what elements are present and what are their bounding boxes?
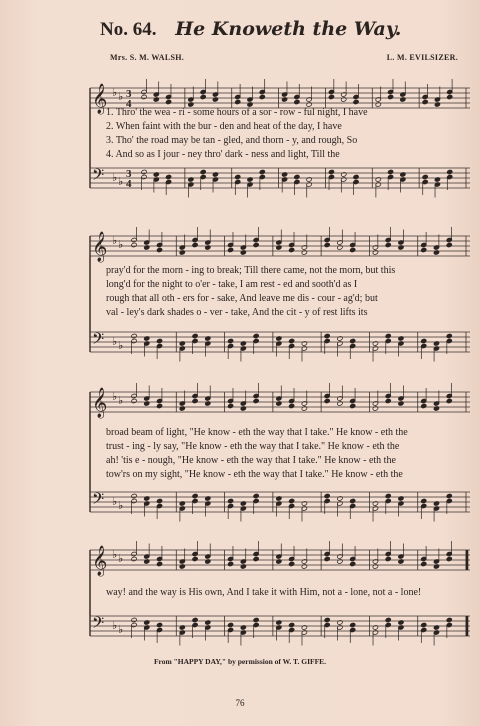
bass-clef-icon: 𝄢 — [92, 166, 105, 188]
lyric-line: broad beam of light, "He know - eth the way that I take." He know - eth the — [106, 427, 408, 438]
lyric-line: long'd for the night to o'er - take, I am rest - ed and sooth'd as I — [106, 279, 358, 290]
note-head — [421, 247, 427, 252]
note-head — [421, 622, 427, 627]
note-head — [385, 556, 391, 561]
note-head — [276, 336, 282, 341]
note-head — [294, 174, 300, 179]
note-head — [276, 559, 282, 564]
note-head — [259, 169, 265, 174]
lyric-line: 1. Thro' the wea - ri - some hours of a sor - row - ful night, I have — [106, 107, 368, 118]
note-head — [247, 177, 253, 182]
note-head — [240, 406, 246, 411]
flat-icon: ♭ — [118, 553, 124, 565]
note-head — [253, 493, 259, 498]
note-head — [324, 493, 330, 498]
note-head — [400, 172, 406, 177]
note-head — [156, 498, 162, 503]
note-head — [433, 406, 439, 411]
time-signature: 3 — [126, 88, 132, 100]
note-head — [227, 622, 233, 627]
note-head — [398, 496, 404, 501]
note-head — [205, 620, 211, 625]
note-head — [341, 97, 347, 102]
note-head — [212, 172, 218, 177]
note-head — [192, 556, 198, 561]
note-head — [240, 564, 246, 569]
note-head — [337, 401, 343, 406]
note-head — [259, 94, 265, 99]
lyric-line: pray'd for the morn - ing to break; Till there came, not the morn, but this — [106, 265, 396, 276]
note-head — [350, 561, 356, 566]
note-head — [253, 333, 259, 338]
note-head — [350, 247, 356, 252]
note-head — [131, 617, 137, 622]
note-head — [398, 245, 404, 250]
note-head — [372, 501, 378, 506]
music-system-3 — [90, 382, 472, 528]
note-head — [131, 493, 137, 498]
note-head — [422, 99, 428, 104]
note-head — [141, 169, 147, 174]
note-head — [446, 556, 452, 561]
music-system-1 — [90, 66, 472, 206]
note-head — [281, 172, 287, 177]
lyrics-block — [106, 586, 468, 600]
note-head — [400, 97, 406, 102]
flat-icon: ♭ — [118, 500, 124, 512]
note-head — [179, 406, 185, 411]
lyric-line: way! and the way is His own, And I take it with Him, not a - lone, not a - lone! — [106, 587, 422, 598]
note-head — [240, 341, 246, 346]
note-head — [144, 559, 150, 564]
note-head — [289, 403, 295, 408]
bass-clef-icon: 𝄢 — [92, 490, 105, 512]
time-signature: 4 — [126, 98, 132, 110]
note-head — [385, 617, 391, 622]
note-head — [227, 498, 233, 503]
note-head — [337, 336, 343, 341]
treble-clef-icon: 𝄞 — [92, 84, 108, 114]
flat-icon: ♭ — [112, 496, 118, 508]
flat-icon: ♭ — [112, 391, 118, 403]
note-head — [301, 406, 307, 411]
note-head — [276, 496, 282, 501]
flat-icon: ♭ — [112, 549, 118, 561]
staff — [90, 383, 470, 419]
note-head — [446, 242, 452, 247]
composer-credit: L. M. EVILSIZER. — [386, 53, 458, 62]
note-head — [188, 177, 194, 182]
treble-clef-icon: 𝄞 — [92, 232, 108, 262]
note-head — [205, 336, 211, 341]
note-head — [179, 250, 185, 255]
treble-clef-icon: 𝄞 — [92, 388, 108, 418]
flat-icon: ♭ — [112, 87, 118, 99]
note-head — [433, 501, 439, 506]
note-head — [200, 94, 206, 99]
note-head — [421, 561, 427, 566]
time-signature: 3 — [126, 168, 132, 180]
note-head — [165, 99, 171, 104]
note-head — [353, 99, 359, 104]
note-head — [301, 341, 307, 346]
time-signature: 4 — [126, 178, 132, 190]
note-head — [294, 99, 300, 104]
lyricist-credit: Mrs. S. M. WALSH. — [110, 53, 185, 62]
note-head — [421, 338, 427, 343]
note-head — [301, 564, 307, 569]
note-head — [433, 564, 439, 569]
note-head — [306, 177, 312, 182]
note-head — [227, 403, 233, 408]
lyric-line: trust - ing - ly say, "He know - eth the way that I take." He know - eth the — [106, 441, 400, 452]
note-head — [253, 556, 259, 561]
note-head — [375, 177, 381, 182]
note-head — [324, 556, 330, 561]
note-head — [446, 398, 452, 403]
note-head — [253, 398, 259, 403]
note-head — [212, 97, 218, 102]
lyrics-block — [106, 106, 468, 162]
flat-icon: ♭ — [112, 172, 118, 184]
note-head — [350, 498, 356, 503]
note-head — [141, 94, 147, 99]
flat-icon: ♭ — [118, 91, 124, 103]
staff — [90, 614, 470, 646]
note-head — [421, 403, 427, 408]
lyric-line: val - ley's dark shades o - ver - take, And the cit - y of rest lifts its — [106, 307, 368, 318]
note-head — [385, 242, 391, 247]
note-head — [398, 401, 404, 406]
note-head — [153, 97, 159, 102]
note-head — [385, 493, 391, 498]
note-head — [131, 242, 137, 247]
note-head — [433, 341, 439, 346]
note-head — [156, 338, 162, 343]
note-head — [447, 169, 453, 174]
note-head — [276, 620, 282, 625]
note-head — [192, 617, 198, 622]
treble-clef-icon: 𝄞 — [92, 546, 108, 576]
note-head — [433, 625, 439, 630]
note-head — [131, 333, 137, 338]
note-head — [372, 406, 378, 411]
music-system-4 — [90, 540, 472, 650]
note-head — [192, 493, 198, 498]
note-head — [192, 398, 198, 403]
note-head — [324, 398, 330, 403]
note-head — [227, 561, 233, 566]
hymn-title — [100, 18, 440, 41]
note-head — [372, 564, 378, 569]
note-head — [281, 97, 287, 102]
note-head — [227, 247, 233, 252]
lyric-line: 2. When faint with the bur - den and heat of the day, I have — [106, 121, 342, 132]
note-head — [144, 245, 150, 250]
flat-icon: ♭ — [118, 395, 124, 407]
note-head — [337, 620, 343, 625]
note-head — [205, 559, 211, 564]
note-head — [179, 564, 185, 569]
note-head — [253, 617, 259, 622]
note-head — [289, 247, 295, 252]
staff — [90, 227, 470, 263]
note-head — [289, 561, 295, 566]
bass-clef-icon: 𝄢 — [92, 614, 105, 636]
note-head — [200, 169, 206, 174]
note-head — [387, 169, 393, 174]
note-head — [447, 94, 453, 99]
note-head — [156, 403, 162, 408]
note-head — [240, 250, 246, 255]
note-head — [205, 496, 211, 501]
lyric-line: rough that all oth - ers for - sake, And leave me dis - cour - ag'd; but — [106, 293, 378, 304]
note-head — [179, 625, 185, 630]
lyrics-block — [106, 264, 468, 320]
note-head — [398, 336, 404, 341]
note-head — [144, 620, 150, 625]
note-head — [179, 501, 185, 506]
note-head — [165, 174, 171, 179]
note-head — [235, 174, 241, 179]
note-head — [240, 625, 246, 630]
note-head — [144, 401, 150, 406]
note-head — [446, 617, 452, 622]
note-head — [289, 338, 295, 343]
flat-icon: ♭ — [118, 624, 124, 636]
note-head — [372, 625, 378, 630]
note-head — [240, 501, 246, 506]
flat-icon: ♭ — [118, 239, 124, 251]
note-head — [353, 174, 359, 179]
note-head — [227, 338, 233, 343]
note-head — [433, 250, 439, 255]
note-head — [192, 242, 198, 247]
lyric-line: 4. And so as I jour - ney thro' dark - ness and light, Till the — [106, 149, 340, 160]
note-head — [144, 336, 150, 341]
note-head — [372, 250, 378, 255]
note-head — [301, 501, 307, 506]
note-head — [131, 398, 137, 403]
note-head — [144, 496, 150, 501]
note-head — [434, 177, 440, 182]
note-head — [350, 403, 356, 408]
staff — [90, 330, 470, 362]
note-head — [289, 622, 295, 627]
note-head — [385, 333, 391, 338]
note-head — [192, 333, 198, 338]
note-head — [324, 617, 330, 622]
note-head — [350, 338, 356, 343]
note-head — [446, 493, 452, 498]
note-head — [328, 169, 334, 174]
note-head — [156, 561, 162, 566]
lyric-line: tow'rs on my sight, "He know - eth the way that I take." He know - eth the — [106, 469, 403, 480]
note-head — [422, 174, 428, 179]
note-head — [301, 625, 307, 630]
note-head — [289, 498, 295, 503]
flat-icon: ♭ — [118, 176, 124, 188]
staff — [90, 166, 470, 198]
note-head — [324, 242, 330, 247]
note-head — [276, 401, 282, 406]
note-head — [205, 245, 211, 250]
staff — [90, 490, 470, 522]
note-head — [337, 559, 343, 564]
note-head — [276, 245, 282, 250]
note-head — [446, 333, 452, 338]
note-head — [156, 622, 162, 627]
note-head — [350, 622, 356, 627]
flat-icon: ♭ — [112, 620, 118, 632]
note-head — [235, 99, 241, 104]
lyric-line: ah! 'tis e - nough, "He know - eth the way that I take." He know - eth the — [106, 455, 396, 466]
note-head — [385, 398, 391, 403]
lyric-line: 3. Tho' the road may be tan - gled, and thorn - y, and rough, So — [106, 135, 358, 146]
bass-clef-icon: 𝄢 — [92, 330, 105, 352]
note-head — [337, 496, 343, 501]
page-number: 76 — [235, 698, 245, 708]
note-head — [253, 242, 259, 247]
note-head — [372, 341, 378, 346]
flat-icon: ♭ — [118, 340, 124, 352]
note-head — [421, 498, 427, 503]
hymn-number: No. 64. — [100, 19, 157, 40]
note-head — [337, 245, 343, 250]
note-head — [328, 94, 334, 99]
permission-note: From "HAPPY DAY," by permission of W. T. GIFFE. — [153, 657, 327, 666]
note-head — [156, 247, 162, 252]
staff — [90, 541, 470, 577]
note-head — [205, 401, 211, 406]
music-system-2 — [90, 226, 472, 366]
note-head — [301, 250, 307, 255]
note-head — [398, 620, 404, 625]
flat-icon: ♭ — [112, 336, 118, 348]
note-head — [341, 172, 347, 177]
hymn-name: He Knoweth the Way. — [175, 18, 402, 40]
note-head — [153, 172, 159, 177]
note-head — [324, 333, 330, 338]
note-head — [398, 559, 404, 564]
flat-icon: ♭ — [112, 235, 118, 247]
lyrics-block — [106, 426, 468, 482]
note-head — [387, 94, 393, 99]
note-head — [179, 341, 185, 346]
note-head — [131, 556, 137, 561]
